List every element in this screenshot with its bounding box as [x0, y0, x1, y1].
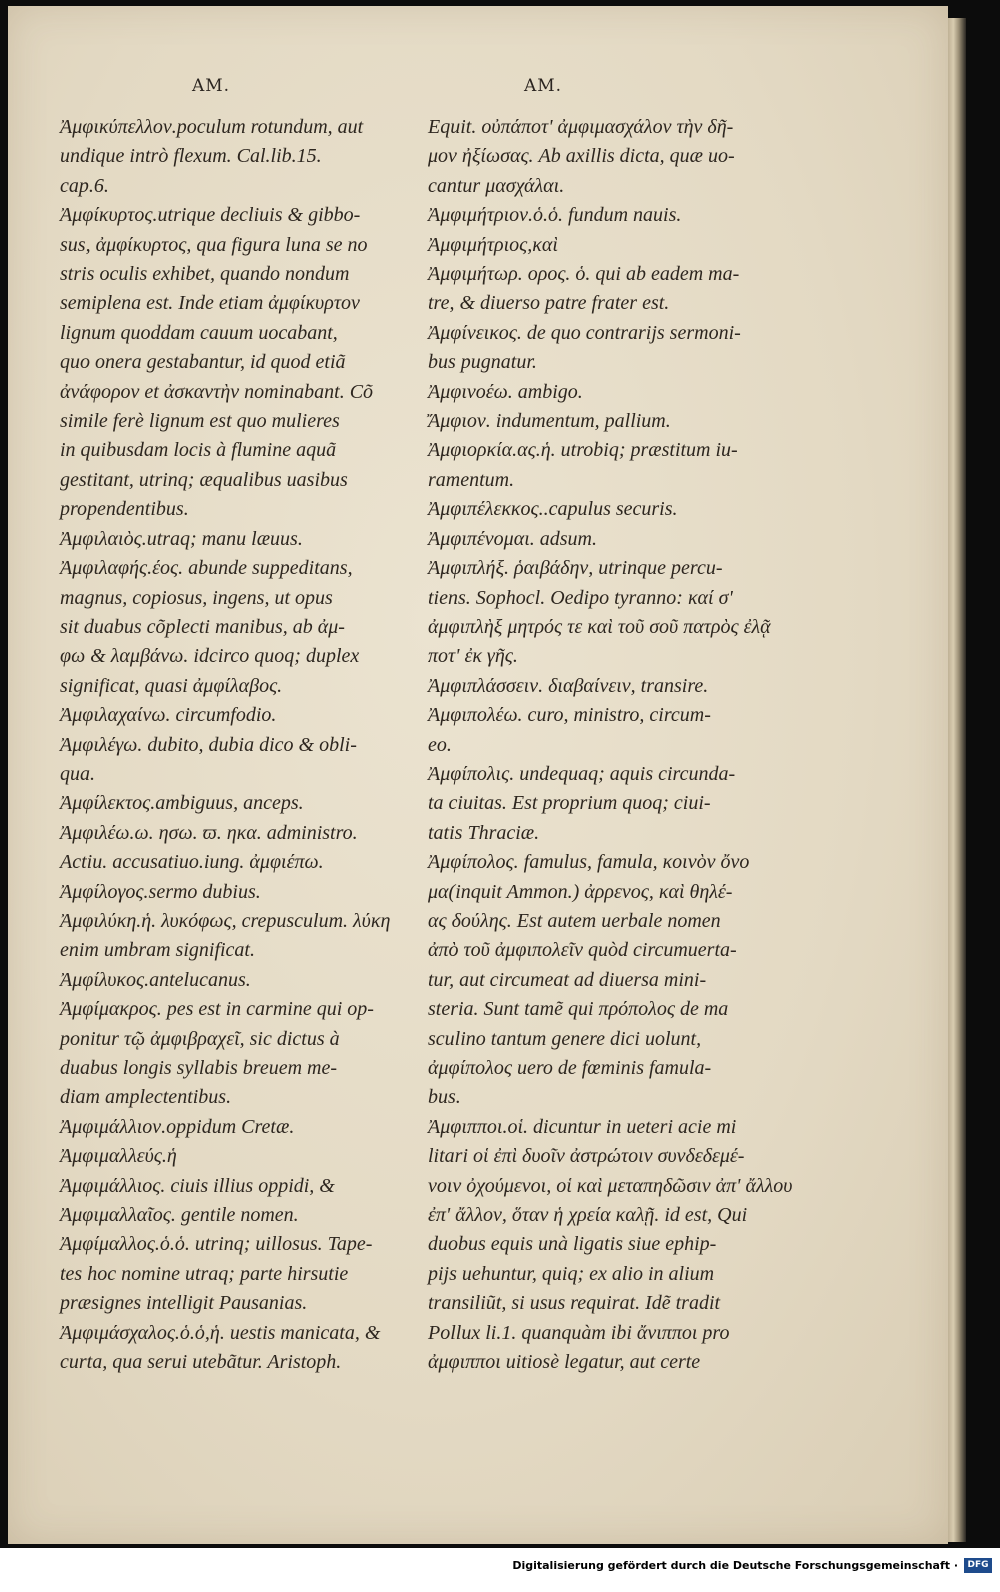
dictionary-entry	[60, 525, 470, 554]
dictionary-entry	[60, 701, 470, 730]
entry-line: Ἀμφίλυκος.antelucanus.	[60, 968, 251, 991]
entry-line: Ἀμφιλέγω. dubito, dubia dico & obli-	[60, 733, 357, 756]
entry-line: enim umbram significat.	[60, 939, 255, 962]
dictionary-entry	[428, 319, 828, 378]
dictionary-entry	[428, 407, 828, 436]
entry-line: Ἀμφιμάλλιος. ciuis illius oppidi, &	[60, 1174, 335, 1197]
entry-line: Ἀμφίπολος. famulus, famula, κοινὸν ὄνο	[428, 851, 750, 874]
entry-line: Ἀμφιλαιὸς.utraq; manu læuus.	[60, 527, 303, 550]
dictionary-entry	[60, 201, 470, 524]
entry-line: Ἀμφικύπελλον.poculum rotundum, aut	[60, 116, 364, 138]
dictionary-entry	[428, 231, 828, 260]
entry-line: tre, & diuerso patre frater est.	[428, 292, 670, 315]
entry-line: Ἀμφιπένομαι. adsum.	[428, 527, 597, 550]
dictionary-entry	[428, 201, 828, 230]
dictionary-entry	[60, 907, 470, 966]
right-column	[428, 113, 828, 1377]
entry-line: sit duabus cõplecti manibus, ab ἀμ-	[60, 615, 345, 638]
footer-credit: Digitalisierung gefördert durch die Deutsche Forschungsgemeinschaft ·	[512, 1559, 958, 1572]
entry-line: quo onera gestabantur, id quod etiã	[60, 351, 346, 374]
entry-line: litari οἱ ἐπὶ δυοῖν ἀστρώτοιν συνδεδεμέ-	[428, 1145, 745, 1168]
entry-line: ἀνάφορον et ἀσκαντὴν nominabant. Cõ	[60, 380, 374, 403]
entry-line: curta, qua serui utebãtur. Aristoph.	[60, 1351, 342, 1374]
dictionary-entry	[60, 731, 470, 790]
entry-line: ἐπ' ἄλλον, ὅταν ἡ χρεία καλῇ. id est, Qui	[428, 1204, 748, 1227]
dictionary-entry	[428, 701, 828, 760]
dictionary-entry	[428, 113, 828, 201]
running-head-right: AM.	[524, 76, 563, 96]
entry-line: ramentum.	[428, 468, 515, 491]
entry-line: semiplena est. Inde etiam ἀμφίκυρτον	[60, 292, 360, 315]
dictionary-entry	[428, 554, 828, 672]
entry-line: magnus, copiosus, ingens, ut opus	[60, 586, 333, 609]
entry-line: pijs uehuntur, quiq; ex alio in alium	[428, 1262, 715, 1285]
footer-bar	[0, 1548, 1000, 1592]
dictionary-entry	[60, 878, 470, 907]
entry-line: cantur μασχάλαι.	[428, 174, 565, 197]
entry-line: Ἀμφιμήτριος,καὶ	[428, 233, 558, 256]
entry-line: sculino tantum genere dici uolunt,	[428, 1027, 702, 1050]
dictionary-entry	[60, 554, 470, 701]
entry-line: Ἀμφιορκία.ας.ἡ. utrobiq; præstitum iu-	[428, 439, 738, 462]
dictionary-entry	[428, 848, 828, 1113]
entry-line: bus pugnatur.	[428, 351, 537, 374]
page-edge	[948, 18, 966, 1542]
entry-line: significat, quasi ἀμφίλαβος.	[60, 674, 283, 697]
dictionary-entry	[60, 113, 470, 201]
entry-line: Ἀμφιλύκη.ἡ. λυκόφως, crepusculum. λύκη	[60, 909, 391, 932]
entry-line: cap.6.	[60, 174, 109, 197]
entry-line: diam amplectentibus.	[60, 1086, 232, 1109]
entry-line: eo.	[428, 733, 452, 756]
entry-line: Ἀμφίκυρτος.utrique decliuis & gibbo-	[60, 204, 361, 227]
entry-line: tiens. Sophocl. Oedipo tyranno: καί σ'	[428, 586, 733, 609]
dictionary-entry	[60, 789, 470, 818]
entry-line: ας δούλης. Est autem uerbale nomen	[428, 909, 721, 932]
dictionary-entry	[428, 378, 828, 407]
entry-line: tur, aut circumeat ad diuersa mini-	[428, 968, 707, 991]
entry-line: undique intrò flexum. Cal.lib.15.	[60, 145, 322, 168]
dictionary-entry	[60, 1172, 470, 1201]
entry-line: φω & λαμβάνω. idcirco quoq; duplex	[60, 645, 360, 668]
dictionary-entry	[428, 1113, 828, 1378]
entry-line: Ἀμφιπλήξ. ῥαιβάδην, utrinque percu-	[428, 557, 723, 580]
running-head-left: AM.	[192, 76, 231, 96]
dictionary-entry	[428, 436, 828, 495]
entry-line: Pollux li.1. quanquàm ibi ἄνιπποι pro	[428, 1321, 730, 1344]
entry-line: tatis Thraciæ.	[428, 821, 540, 844]
entry-line: lignum quoddam cauum uocabant,	[60, 321, 338, 344]
entry-line: Ἀμφιλαφής.έος. abunde suppeditans,	[60, 557, 353, 580]
entry-line: Ἀμφιπλάσσειν. διαβαίνειν, transire.	[428, 674, 709, 697]
entry-line: propendentibus.	[60, 498, 189, 521]
book-page	[8, 6, 948, 1544]
dictionary-entry	[428, 760, 828, 848]
entry-line: Equit. οὐπάποτ' ἀμφιμασχάλον τὴν δῆ-	[428, 116, 734, 138]
entry-line: ποτ' ἐκ γῆς.	[428, 645, 518, 668]
entry-line: Ἀμφιπολέω. curo, ministro, circum-	[428, 704, 711, 727]
entry-line: Ἀμφινοέω. ambigo.	[428, 380, 583, 403]
entry-line: ta ciuitas. Est proprium quoq; ciui-	[428, 792, 711, 815]
dictionary-entry	[60, 1113, 470, 1142]
entry-line: ἀπὸ τοῦ ἀμφιπολεῖν quòd circumuerta-	[428, 939, 737, 962]
entry-line: Ἀμφιμαλλεύς.ἡ	[60, 1145, 177, 1168]
entry-line: duobus equis unà ligatis siue ephip-	[428, 1233, 717, 1256]
entry-line: bus.	[428, 1086, 461, 1109]
dictionary-entry	[428, 672, 828, 701]
dfg-logo: DFG	[964, 1558, 992, 1573]
entry-line: stris oculis exhibet, quando nondum	[60, 263, 350, 286]
entry-line: Ἀμφίπολις. undequaq; aquis circunda-	[428, 762, 736, 785]
entry-line: in quibusdam locis à flumine aquã	[60, 439, 337, 462]
entry-line: Ἀμφίλεκτος.ambiguus, anceps.	[60, 792, 304, 815]
entry-line: νοιν ὀχούμενοι, οἱ καὶ μεταπηδῶσιν ἀπ' ἄλλου	[428, 1174, 793, 1197]
entry-line: Ἀμφίμακρος. pes est in carmine qui op-	[60, 998, 374, 1021]
dictionary-entry	[428, 260, 828, 319]
entry-line: simile ferè lignum est quo mulieres	[60, 410, 340, 433]
entry-line: ἀμφιπλὴξ μητρός τε καὶ τοῦ σοῦ πατρὸς ἐλᾷ	[428, 615, 771, 638]
dictionary-entry	[428, 525, 828, 554]
dictionary-entry	[60, 1230, 470, 1318]
dictionary-entry	[60, 995, 470, 1113]
entry-line: Actiu. accusatiuo.iung. ἀμφιέπω.	[60, 851, 324, 874]
entry-line: præsignes intelligit Pausanias.	[60, 1292, 308, 1315]
entry-line: Ἀμφιμήτωρ. ορος. ὁ. qui ab eadem ma-	[428, 263, 740, 286]
entry-line: tes hoc nomine utraq; parte hirsutie	[60, 1262, 349, 1285]
entry-line: Ἀμφιμάσχαλος.ὁ.ὁ,ἡ. uestis manicata, &	[60, 1321, 381, 1344]
entry-line: Ἀμφιμήτριον.ὁ.ὁ. fundum nauis.	[428, 204, 682, 227]
entry-line: Ἀμφιμαλλαῖος. gentile nomen.	[60, 1204, 299, 1227]
dictionary-entry	[428, 495, 828, 524]
entry-line: gestitant, utrinq; æqualibus uasibus	[60, 468, 348, 491]
dictionary-entry	[60, 1142, 470, 1171]
dictionary-entry	[60, 819, 470, 878]
entry-line: Ἀμφιπποι.οἱ. dicuntur in ueteri acie mi	[428, 1115, 737, 1138]
dictionary-entry	[60, 1319, 470, 1378]
entry-line: ἀμφιπποι uitiosè legatur, aut certe	[428, 1351, 701, 1374]
entry-line: Ἀμφιπέλεκκος..capulus securis.	[428, 498, 678, 521]
entry-line: steria. Sunt tamẽ qui πρόπολος de ma	[428, 998, 729, 1021]
dictionary-entry	[60, 1201, 470, 1230]
entry-line: Ἀμφίνεικος. de quo contrarijs sermoni-	[428, 321, 741, 344]
entry-line: Ἄμφιον. indumentum, pallium.	[428, 410, 671, 433]
entry-line: μα(inquit Ammon.) ἀρρενος, καὶ θηλέ-	[428, 880, 733, 903]
entry-line: duabus longis syllabis breuem me-	[60, 1057, 338, 1079]
entry-line: μον ἠξίωσας. Ab axillis dicta, quæ uo-	[428, 145, 735, 168]
entry-line: ἀμφίπολος uero de fœminis famula-	[428, 1057, 712, 1079]
entry-line: Ἀμφιλέω.ω. ησω. ϖ. ηκα. administro.	[60, 821, 358, 844]
entry-line: Ἀμφιλαχαίνω. circumfodio.	[60, 704, 277, 727]
entry-line: sus, ἀμφίκυρτος, qua figura luna se no	[60, 233, 368, 256]
entry-line: Ἀμφίμαλλος.ὁ.ὁ. utrinq; uillosus. Tape-	[60, 1233, 373, 1256]
left-column	[60, 113, 470, 1377]
entry-line: Ἀμφιμάλλιον.oppidum Cretæ.	[60, 1115, 295, 1138]
entry-line: ponitur τῷ ἀμφιβραχεῖ, sic dictus à	[60, 1027, 340, 1050]
entry-line: transiliũt, si usus requirat. Idẽ tradit	[428, 1292, 721, 1315]
dictionary-entry	[60, 966, 470, 995]
entry-line: qua.	[60, 762, 95, 785]
entry-line: Ἀμφίλογος.sermo dubius.	[60, 880, 261, 903]
